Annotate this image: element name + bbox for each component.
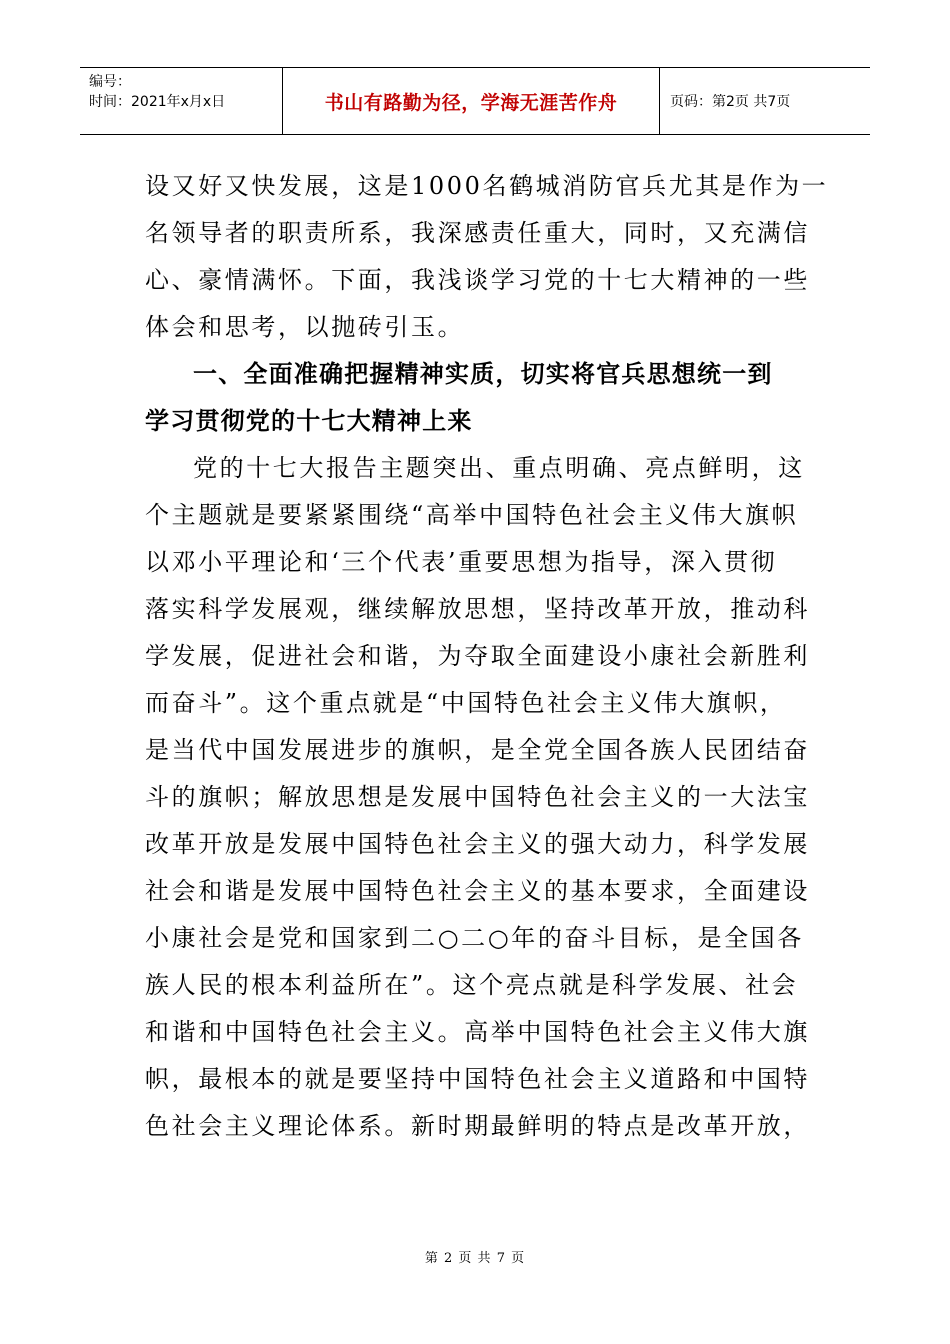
body-line: 心、豪情满怀。下面，我浅谈学习党的十七大精神的一些 — [145, 266, 810, 294]
header-page-info: 页码：第2页 共7页 — [670, 94, 791, 110]
page-header — [80, 67, 870, 135]
body-line: 斗的旗帜；解放思想是发展中国特色社会主义的一大法宝 — [145, 783, 810, 811]
body-line: 个主题就是要紧紧围绕“高举中国特色社会主义伟大旗帜 — [145, 501, 799, 529]
page-footer: 第 2 页 共 7 页 — [424, 1251, 526, 1266]
body-line: 以邓小平理论和‘三个代表’重要思想为指导，深入贯彻 — [145, 548, 778, 576]
body-line: 族人民的根本利益所在”。这个亮点就是科学发展、社会 — [145, 971, 799, 999]
document-body — [145, 163, 829, 1150]
body-line: 社会和谐是发展中国特色社会主义的基本要求，全面建设 — [145, 877, 810, 905]
section-heading-continued: 学习贯彻党的十七大精神上来 — [145, 407, 473, 435]
body-line: 落实科学发展观，继续解放思想，坚持改革开放，推动科 — [145, 595, 810, 623]
document-date: 时间：2021年x月x日 — [89, 94, 226, 110]
body-line: 色社会主义理论体系。新时期最鲜明的特点是改革开放， — [145, 1112, 810, 1140]
section-heading: 一、全面准确把握精神实质，切实将官兵思想统一到 — [193, 360, 773, 388]
header-motto: 书山有路勤为径，学海无涯苦作舟 — [283, 68, 660, 134]
body-line: 小康社会是党和国家到二○二○年的奋斗目标，是全国各 — [145, 924, 804, 952]
body-line: 体会和思考，以抛砖引玉。 — [145, 313, 465, 341]
body-line: 名领导者的职责所系，我深感责任重大，同时，又充满信 — [145, 219, 810, 247]
body-line: 而奋斗”。这个重点就是“中国特色社会主义伟大旗帜， — [145, 689, 787, 717]
body-line: 学发展，促进社会和谐，为夺取全面建设小康社会新胜利 — [145, 642, 810, 670]
document-number-label: 编号： — [89, 74, 131, 90]
body-line: 党的十七大报告主题突出、重点明确、亮点鲜明，这 — [193, 454, 805, 482]
body-line: 和谐和中国特色社会主义。高举中国特色社会主义伟大旗 — [145, 1018, 810, 1046]
body-line: 是当代中国发展进步的旗帜，是全党全国各族人民团结奋 — [145, 736, 810, 764]
header-meta-cell — [80, 68, 283, 134]
body-line: 改革开放是发展中国特色社会主义的强大动力，科学发展 — [145, 830, 810, 858]
body-line: 帜，最根本的就是要坚持中国特色社会主义道路和中国特 — [145, 1065, 810, 1093]
body-line: 设又好又快发展，这是1000名鹤城消防官兵尤其是作为一 — [145, 172, 829, 200]
